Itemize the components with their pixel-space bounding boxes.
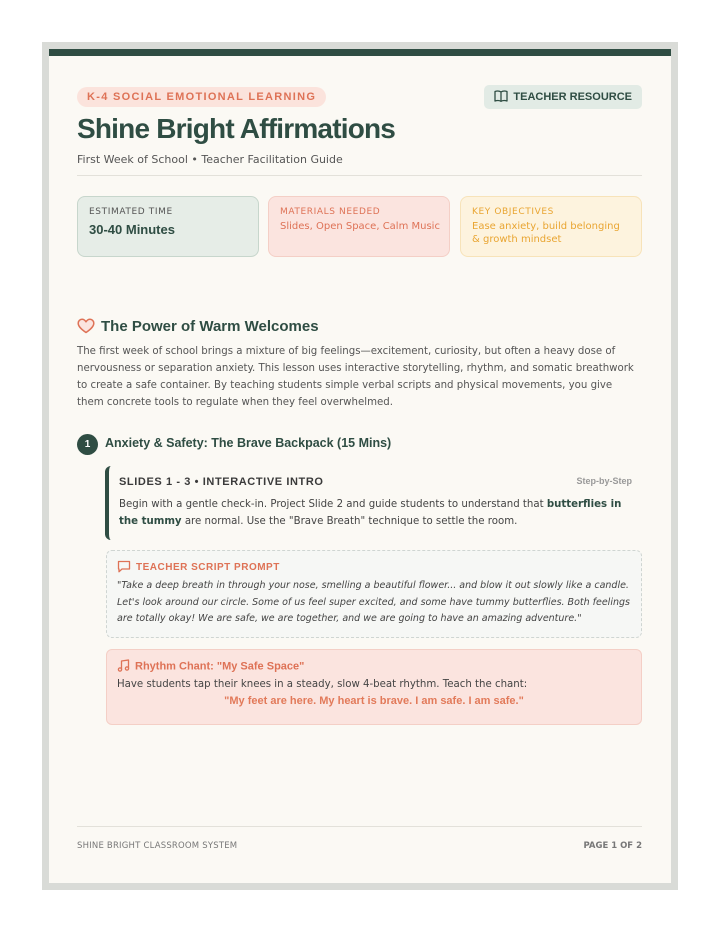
- footer-system-name: SHINE BRIGHT CLASSROOM SYSTEM: [77, 841, 238, 851]
- slides-text-emphasis: butterflies in the tummy: [119, 499, 622, 527]
- step-by-step-tag: Step-by-Step: [576, 476, 632, 486]
- card-label: MATERIALS NEEDED: [280, 207, 381, 217]
- chant-header: [117, 660, 631, 676]
- chant-title: Rhythm Chant: "My Safe Space": [135, 660, 305, 673]
- rhythm-chant-box: [106, 649, 642, 725]
- music-note-icon: [117, 659, 130, 672]
- card-label: ESTIMATED TIME: [89, 207, 173, 217]
- teacher-script-box: [106, 550, 642, 638]
- slides-title: SLIDES 1 - 3 • INTERACTIVE INTRO: [119, 476, 324, 488]
- key-objectives-card: [460, 196, 642, 257]
- chant-instructions: Have students tap their knees in a steady, slow 4-beat rhythm. Teach the chant:: [117, 679, 528, 690]
- info-cards: [77, 196, 642, 257]
- section-intro: The first week of school brings a mixture of big feelings—excitement, curiosity, but often a heavy dose of nervousness or separation anxiety. This lesson uses interactive storytelling, rhythm, and somatic breathwork to create a safe container. By teaching students simple verbal scripts and physical movements, you give them concrete tools to regulate when they feel overwhelmed.: [77, 346, 634, 408]
- step-title: Anxiety & Safety: The Brave Backpack (15 Mins): [105, 436, 392, 450]
- heart-icon: [77, 318, 95, 334]
- slides-text: [119, 496, 632, 530]
- chant-quote: "My feet are here. My heart is brave. I am safe. I am safe.": [224, 695, 524, 707]
- document-page: [49, 49, 671, 883]
- header-divider: [77, 175, 642, 176]
- page-title: Shine Bright Affirmations: [77, 113, 396, 144]
- footer-page-number: PAGE 1 OF 2: [583, 841, 642, 851]
- card-value: Slides, Open Space, Calm Music: [280, 221, 440, 232]
- script-text: "Take a deep breath in through your nose, smelling a beautiful flower... and blow it out slowly like a candle. Let's look around our circle. Some of us feel super excited, and some have tummy butterflies. Both feelings are totally okay! We are safe, we are together, and we are going to have an amazing adventure.": [117, 580, 630, 624]
- top-accent-bar: [49, 49, 671, 56]
- section-title-text: The Power of Warm Welcomes: [101, 318, 319, 335]
- estimated-time-card: [77, 196, 259, 257]
- card-value: Ease anxiety, build belonging & growth mindset: [472, 221, 620, 245]
- script-header: [117, 561, 631, 577]
- book-open-icon: [494, 90, 508, 102]
- card-value: 30-40 Minutes: [89, 222, 175, 237]
- script-title: TEACHER SCRIPT PROMPT: [136, 562, 280, 574]
- slides-header: [119, 476, 632, 492]
- step-number-badge: 1: [77, 434, 98, 455]
- slides-text-part: are normal. Use the "Brave Breath" technique to settle the room.: [181, 516, 518, 527]
- header-row: [77, 85, 642, 111]
- slides-block: [105, 466, 642, 540]
- footer-divider: [77, 826, 642, 827]
- materials-needed-card: [268, 196, 450, 257]
- page-subtitle: First Week of School • Teacher Facilitation Guide: [77, 153, 343, 166]
- slides-text-part: Begin with a gentle check-in. Project Slide 2 and guide students to understand that: [119, 499, 547, 510]
- teacher-resource-label: TEACHER RESOURCE: [513, 91, 632, 103]
- category-pill: K-4 SOCIAL EMOTIONAL LEARNING: [77, 87, 326, 107]
- card-label: KEY OBJECTIVES: [472, 207, 554, 217]
- step-header: [77, 434, 642, 456]
- section-title: [77, 318, 319, 335]
- speech-bubble-icon: [117, 560, 131, 573]
- page-frame: [42, 42, 678, 890]
- teacher-resource-badge: [484, 85, 642, 109]
